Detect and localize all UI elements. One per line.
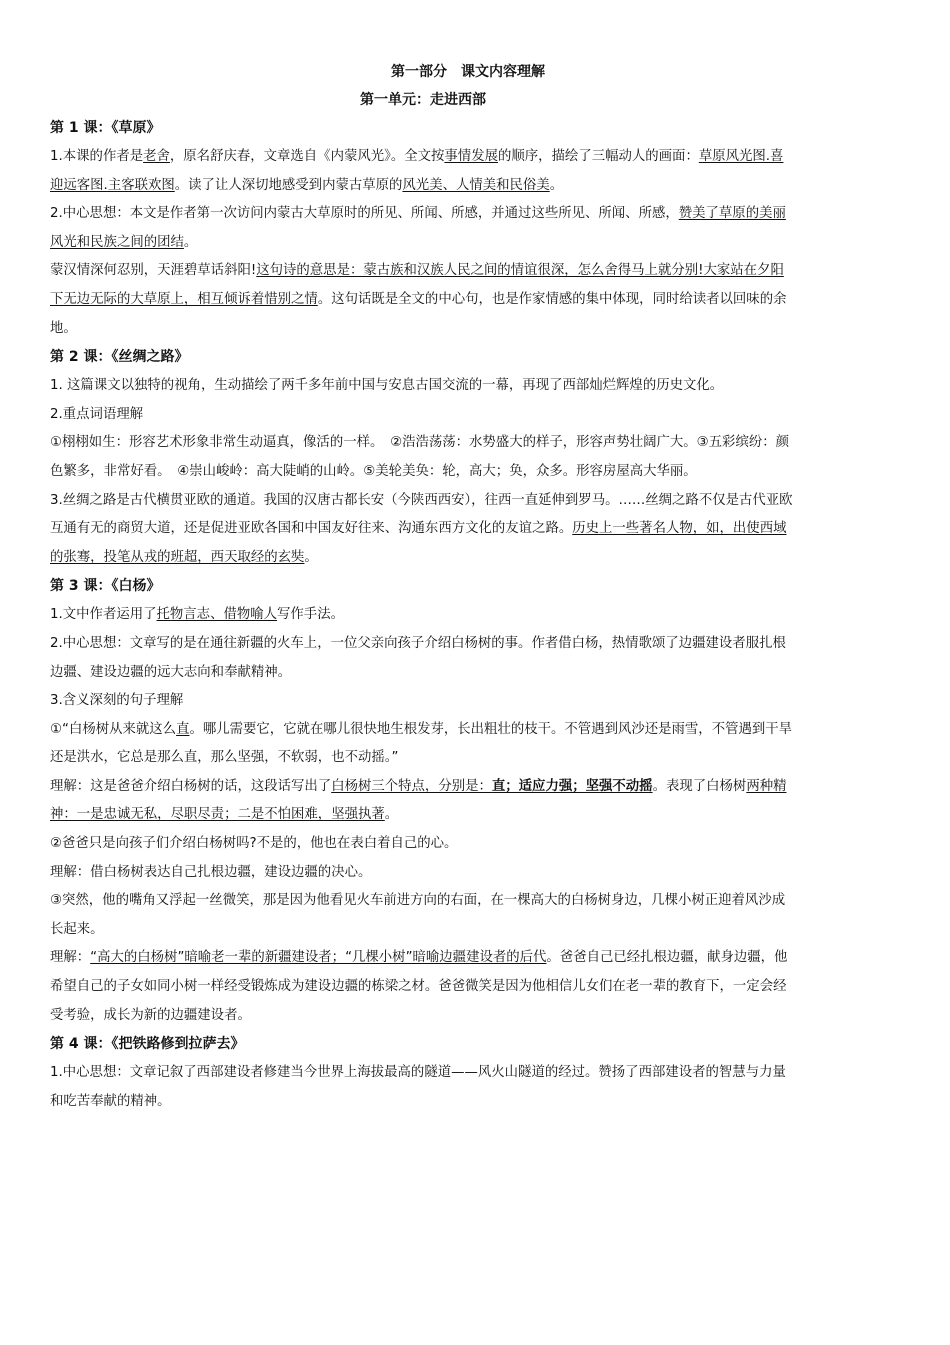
lesson-3-paragraph-5: 理解：这是爸爸介绍白杨树的话，这段话写出了白杨树三个特点，分别是：直；适应力强；坚强不动摇。表现了白杨树两种精神：一是忠诚无私，尽职尽责；二是不怕困难，坚强执著。 [50,778,787,823]
lesson-1-paragraph-3: 蒙汉情深何忍别，天涯碧草话斜阳!这句诗的意思是：蒙古族和汉族人民之间的情谊很深，怎么舍得马上就分别!大家站在夕阳下无边无际的大草原上，相互倾诉着惜别之情。这句话既是全文的中心句，也是作家情感的集中体现，同时给读者以回味的余地。 [50,263,787,336]
lesson-2-paragraph-3: ①栩栩如生：形容艺术形象非常生动逼真，像活的一样。 ②浩浩荡荡：水势盛大的样子，形容声势壮阔广大。③五彩缤纷：颜色繁多，非常好看。 ④崇山峻岭：高大陡峭的山岭。⑤美轮美奂：轮，高大；奂，众多。形容房屋高大华丽。 [50,435,790,479]
lesson-3-paragraph-8: ③突然，他的嘴角又浮起一丝微笑，那是因为他看见火车前进方向的右面，在一棵高大的白杨树身边，几棵小树正迎着风沙成长起来。 [50,893,786,937]
lesson-3-paragraph-6: ②爸爸只是向孩子们介绍白杨树吗?不是的，他也在表白着自己的心。 [50,836,458,852]
lesson-2-paragraph-1: 1. 这篇课文以独特的视角，生动描绘了两千多年前中国与安息古国交流的一幕，再现了西部灿烂辉煌的历史文化。 [50,378,724,394]
lesson-3-paragraph-3: 3.含义深刻的句子理解 [50,693,184,709]
lesson-3-paragraph-2: 2.中心思想：文章写的是在通往新疆的火车上，一位父亲向孩子介绍白杨树的事。作者借白杨，热情歌颂了边疆建设者服扎根边疆、建设边疆的远大志向和奉献精神。 [50,635,786,680]
lesson-4-paragraph-1: 1.中心思想：文章记叙了西部建设者修建当今世界上海拔最高的隧道——风火山隧道的经过。赞扬了西部建设者的智慧与力量和吃苦奉献的精神。 [50,1065,786,1109]
lesson-1-paragraph-2: 2.中心思想：本文是作者第一次访问内蒙古大草原时的所见、所闻、所感，并通过这些所见、所闻、所感，赞美了草原的美丽风光和民族之间的团结。 [50,206,786,250]
document-body [50,58,796,1116]
lesson-3-paragraph-4: ①“白杨树从来就这么直。哪儿需要它，它就在哪儿很快地生根发芽，长出粗壮的枝干。不管遇到风沙还是雨雪，不管遇到干旱还是洪水，它总是那么直，那么坚强，不软弱，也不动摇。” [50,721,793,766]
lesson-2-paragraph-4: 3.丝绸之路是古代横贯亚欧的通道。我国的汉唐古都长安（今陕西西安），往西一直延伸到罗马。……丝绸之路不仅是古代亚欧互通有无的商贸大道，还是促进亚欧各国和中国友好往来、沟通东西方文化的友谊之路。历史上一些著名人物，如，出使西域的张骞，投笔从戎的班超，西天取经的玄奘。 [50,492,793,565]
part-title: 第一部分 课文内容理解 [391,64,545,80]
lesson-2-title: 第 2 课：《丝绸之路》 [50,349,189,366]
lesson-1-paragraph-1: 1.本课的作者是老舍，原名舒庆春，文章选自《内蒙风光》。全文按事情发展的顺序，描绘了三幅动人的画面：草原风光图.喜迎远客图.主客联欢图。读了让人深切地感受到内蒙古草原的风光美、人情美和民俗美。 [50,149,784,193]
lesson-3-paragraph-7: 理解：借白杨树表达自己扎根边疆，建设边疆的决心。 [50,864,372,880]
lesson-1-title: 第 1 课：《草原》 [50,120,161,136]
unit-title: 第一单元：走进西部 [360,92,486,108]
lesson-3-title: 第 3 课：《白杨》 [50,578,161,595]
lesson-2-paragraph-2: 2.重点词语理解 [50,406,144,422]
lesson-4-title: 第 4 课：《把铁路修到拉萨去》 [50,1036,245,1053]
lesson-3-paragraph-9: 理解：“高大的白杨树”暗喻老一辈的新疆建设者；“几棵小树”暗喻边疆建设者的后代。爸爸自己已经扎根边疆，献身边疆，他希望自己的子女如同小树一样经受锻炼成为建设边疆的栋梁之材。爸爸微笑是因为他相信儿女们在老一辈的教育下，一定会经受考验，成长为新的边疆建设者。 [50,950,788,1023]
lesson-3-paragraph-1: 1.文中作者运用了托物言志、借物喻人写作手法。 [50,607,344,623]
